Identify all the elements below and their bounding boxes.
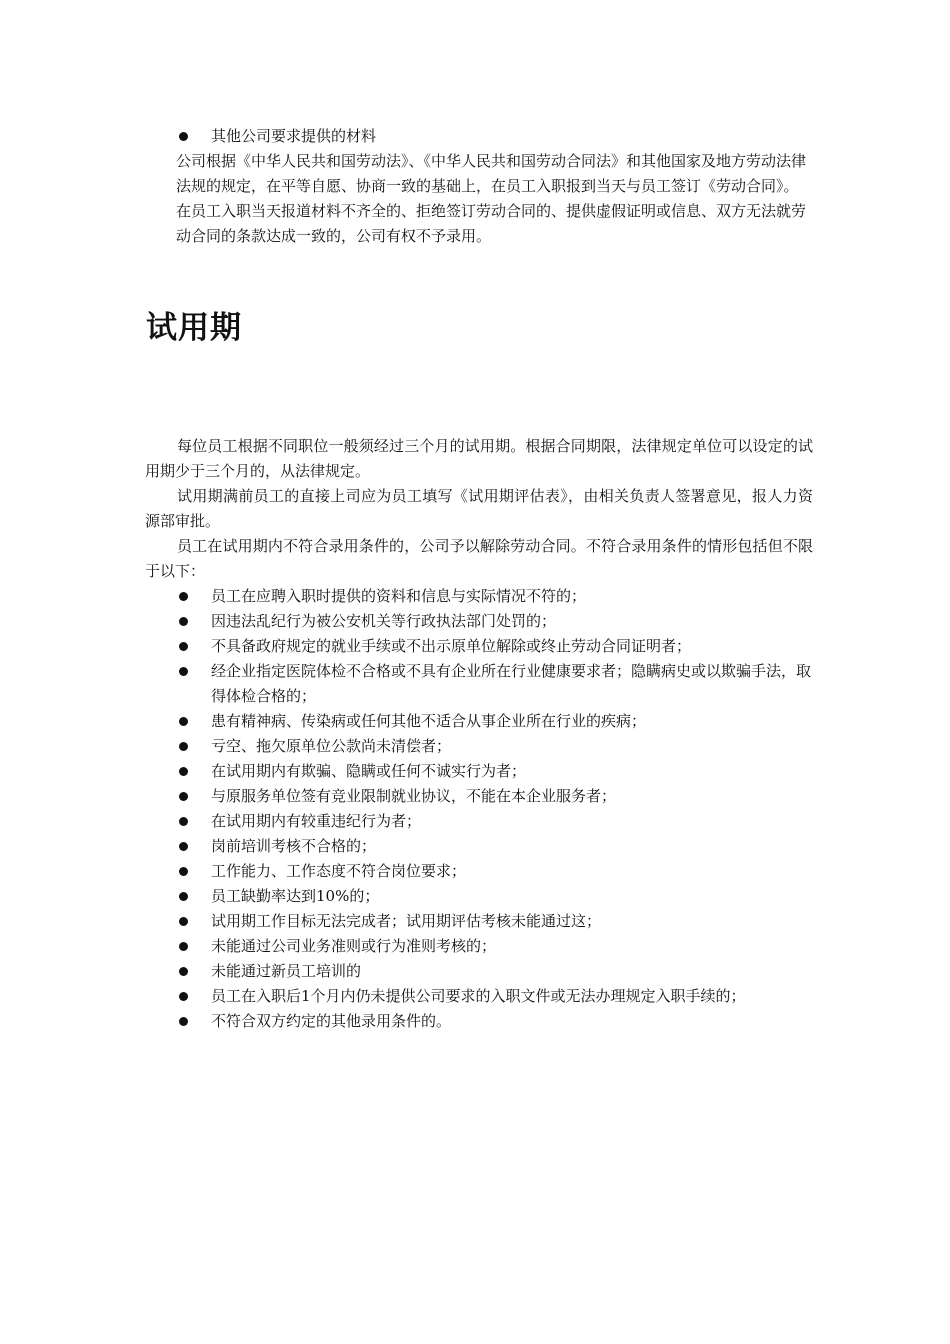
bullet-dot-icon [179, 942, 188, 951]
paragraph-refusal: 在员工入职当天报道材料不齐全的、拒绝签订劳动合同的、提供虚假证明或信息、双方无法就劳动合同的条款达成一致的，公司有权不予录用。 [176, 202, 807, 245]
bullet-dot-icon [179, 842, 188, 851]
paragraph-termination: 员工在试用期内不符合录用条件的，公司予以解除劳动合同。不符合录用条件的情形包括但不限于以下： [145, 537, 813, 580]
bullet-dot-icon [179, 667, 188, 676]
list-item-text: 不具备政府规定的就业手续或不出示原单位解除或终止劳动合同证明者； [211, 637, 692, 655]
list-item [176, 809, 813, 834]
bullet-dot-icon [179, 1017, 188, 1026]
list-item [176, 634, 813, 659]
list-item [176, 984, 813, 1009]
list-item-text: 岗前培训考核不合格的； [211, 837, 377, 855]
list-item [176, 759, 813, 784]
list-item [176, 709, 813, 734]
list-item-text: 亏空、拖欠原单位公款尚未清偿者； [211, 737, 452, 755]
condition-list [176, 584, 813, 1034]
list-item-text: 未能通过新员工培训的 [211, 962, 362, 980]
list-item [176, 609, 813, 634]
paragraph-probation-length: 每位员工根据不同职位一般须经过三个月的试用期。根据合同期限，法律规定单位可以设定的试用期少于三个月的，从法律规定。 [145, 437, 813, 480]
list-item-text: 其他公司要求提供的材料 [211, 127, 377, 145]
list-item-text: 在试用期内有较重违纪行为者； [211, 812, 422, 830]
top-text-block [176, 124, 816, 249]
list-item [176, 734, 813, 759]
list-item [176, 884, 813, 909]
list-item [176, 124, 816, 149]
bullet-dot-icon [179, 967, 188, 976]
list-item [176, 1009, 813, 1034]
bullet-dot-icon [179, 992, 188, 1001]
bullet-dot-icon [179, 132, 188, 141]
list-item-text: 工作能力、工作态度不符合岗位要求； [211, 862, 467, 880]
list-item [176, 584, 813, 609]
list-item-text: 未能通过公司业务准则或行为准则考核的； [211, 937, 497, 955]
bullet-dot-icon [179, 717, 188, 726]
bullet-dot-icon [179, 892, 188, 901]
section-body [145, 434, 813, 1034]
list-item-text: 与原服务单位签有竞业限制就业协议，不能在本企业服务者； [211, 787, 617, 805]
list-item [176, 959, 813, 984]
list-item [176, 659, 813, 709]
bullet-dot-icon [179, 767, 188, 776]
list-item-text: 试用期工作目标无法完成者；试用期评估考核未能通过这； [211, 912, 602, 930]
bullet-dot-icon [179, 742, 188, 751]
list-item [176, 784, 813, 809]
list-item-text: 因违法乱纪行为被公安机关等行政执法部门处罚的； [211, 612, 557, 630]
list-item-text: 患有精神病、传染病或任何其他不适合从事企业所在行业的疾病； [211, 712, 647, 730]
bullet-dot-icon [179, 617, 188, 626]
bullet-dot-icon [179, 917, 188, 926]
list-item-text: 员工在应聘入职时提供的资料和信息与实际情况不符的； [211, 587, 587, 605]
bullet-dot-icon [179, 592, 188, 601]
list-item-text: 员工缺勤率达到10%的； [211, 887, 380, 905]
bullet-dot-icon [179, 792, 188, 801]
list-item-text: 经企业指定医院体检不合格或不具有企业所在行业健康要求者；隐瞒病史或以欺骗手法，取得体检合格的； [211, 662, 812, 705]
bullet-dot-icon [179, 867, 188, 876]
paragraph-evaluation: 试用期满前员工的直接上司应为员工填写《试用期评估表》，由相关负责人签署意见，报人力资源部审批。 [145, 487, 813, 530]
list-item [176, 834, 813, 859]
list-item [176, 909, 813, 934]
list-item [176, 859, 813, 884]
list-item [176, 934, 813, 959]
list-item-text: 员工在入职后1个月内仍未提供公司要求的入职文件或无法办理规定入职手续的； [211, 987, 746, 1005]
section-heading: 试用期 [146, 310, 242, 346]
list-item-text: 不符合双方约定的其他录用条件的。 [211, 1012, 452, 1030]
bullet-dot-icon [179, 642, 188, 651]
list-item-text: 在试用期内有欺骗、隐瞒或任何不诚实行为者； [211, 762, 527, 780]
bullet-dot-icon [179, 817, 188, 826]
paragraph-contract-law: 公司根据《中华人民共和国劳动法》、《中华人民共和国劳动合同法》和其他国家及地方劳动法律法规的规定，在平等自愿、协商一致的基础上，在员工入职报到当天与员工签订《劳动合同》。 [176, 152, 807, 195]
